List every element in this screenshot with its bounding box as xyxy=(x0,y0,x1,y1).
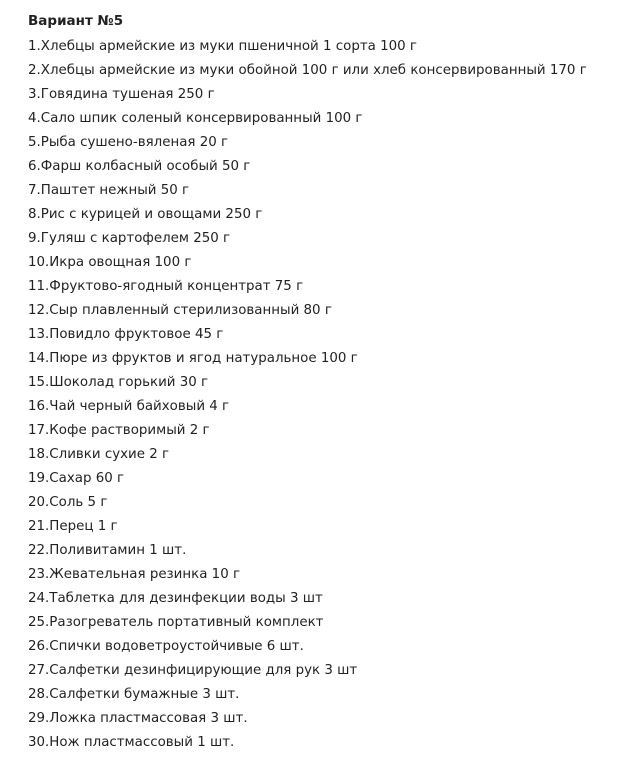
list-item: 24.Таблетка для дезинфекции воды 3 шт xyxy=(28,591,323,606)
list-item: 6.Фарш колбасный особый 50 г xyxy=(28,159,251,174)
list-item: 12.Сыр плавленный стерилизованный 80 г xyxy=(28,303,332,318)
list-item: 20.Соль 5 г xyxy=(28,495,108,510)
list-item: 13.Повидло фруктовое 45 г xyxy=(28,327,224,342)
list-item: 1.Хлебцы армейские из муки пшеничной 1 сорта 100 г xyxy=(28,39,417,54)
list-item: 7.Паштет нежный 50 г xyxy=(28,183,190,198)
list-item: 25.Разогреватель портативный комплект xyxy=(28,615,324,630)
list-item: 19.Сахар 60 г xyxy=(28,471,125,486)
list-item: 28.Салфетки бумажные 3 шт. xyxy=(28,687,240,702)
list-item: 10.Икра овощная 100 г xyxy=(28,255,192,270)
list-item: 5.Рыба сушено-вяленая 20 г xyxy=(28,135,229,150)
list-item: 9.Гуляш с картофелем 250 г xyxy=(28,231,231,246)
list-item: 3.Говядина тушеная 250 г xyxy=(28,87,215,102)
list-item: 11.Фруктово-ягодный концентрат 75 г xyxy=(28,279,304,294)
list-item: 15.Шоколад горький 30 г xyxy=(28,375,209,390)
document xyxy=(28,11,624,755)
list-item: 30.Нож пластмассовый 1 шт. xyxy=(28,735,235,750)
list-item: 2.Хлебцы армейские из муки обойной 100 г или хлеб консервированный 170 г xyxy=(28,63,587,78)
list-item: 8.Рис с курицей и овощами 250 г xyxy=(28,207,263,222)
list-item: 23.Жевательная резинка 10 г xyxy=(28,567,241,582)
list-item: 22.Поливитамин 1 шт. xyxy=(28,543,187,558)
list-item: 17.Кофе растворимый 2 г xyxy=(28,423,210,438)
list-item: 4.Сало шпик соленый консервированный 100 г xyxy=(28,111,363,126)
item-list xyxy=(28,35,624,755)
list-item: 14.Пюре из фруктов и ягод натуральное 100 г xyxy=(28,351,358,366)
list-item: 27.Салфетки дезинфицирующие для рук 3 шт xyxy=(28,663,358,678)
list-item: 21.Перец 1 г xyxy=(28,519,118,534)
list-item: 18.Сливки сухие 2 г xyxy=(28,447,170,462)
list-item: 16.Чай черный байховый 4 г xyxy=(28,399,230,414)
list-item: 29.Ложка пластмассовая 3 шт. xyxy=(28,711,248,726)
list-item: 26.Спички водоветроустойчивые 6 шт. xyxy=(28,639,304,654)
document-title: Вариант №5 xyxy=(28,13,124,29)
